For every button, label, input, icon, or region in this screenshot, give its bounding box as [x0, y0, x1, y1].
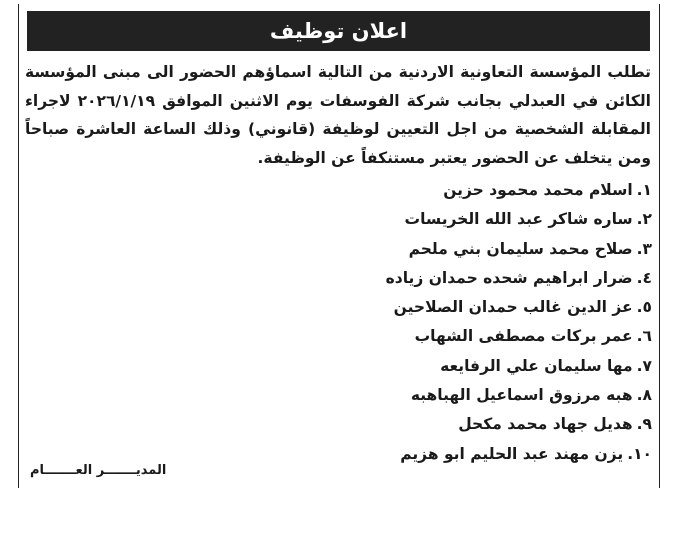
candidate-names-list	[232, 176, 652, 469]
list-item-number: ٣.	[636, 239, 652, 258]
list-item-number: ٩.	[636, 415, 652, 434]
candidate-name: ساره شاكر عبد الله الخريسات	[404, 210, 633, 229]
candidate-name: عمر بركات مصطفى الشهاب	[414, 327, 633, 346]
list-item	[232, 322, 652, 351]
list-item-number: ١.	[636, 181, 652, 199]
list-item-number: ١٠.	[627, 444, 652, 463]
candidate-name: عز الدين غالب حمدان الصلاحين	[393, 298, 633, 317]
list-item	[232, 205, 652, 234]
list-item-number: ٥.	[636, 298, 652, 317]
list-item	[232, 293, 652, 322]
list-item	[232, 176, 652, 205]
candidate-name: ضرار ابراهيم شحده حمدان زياده	[385, 268, 633, 287]
list-item-number: ٧.	[636, 356, 652, 375]
candidate-name: يزن مهند عبد الحليم ابو هزيم	[400, 444, 624, 463]
candidate-name: هبه مرزوق اسماعيل الهباهبه	[410, 386, 633, 405]
ad-header	[27, 11, 650, 51]
candidate-name: هديل جهاد محمد مكحل	[458, 415, 633, 434]
list-item	[232, 440, 652, 469]
candidate-name: اسلام محمد محمود حزين	[443, 181, 633, 199]
signature-title: المديـــــــر العـــــــام	[30, 463, 167, 478]
list-item-number: ٦.	[636, 327, 652, 346]
list-item	[232, 235, 652, 264]
ad-title: اعلان توظيف	[269, 19, 408, 43]
list-item-number: ٢.	[636, 210, 652, 229]
list-item-number: ٨.	[636, 386, 652, 405]
list-item-number: ٤.	[636, 268, 652, 287]
list-item	[232, 381, 652, 410]
list-item	[232, 410, 652, 439]
candidate-name: مها سليمان علي الرفايعه	[440, 356, 633, 375]
ad-body-text: تطلب المؤسسة التعاونية الاردنية من التالية اسماؤهم الحضور الى مبنى المؤسسة الكائن في العبدلي بجانب شركة الفوسفات يوم الاثنين الموافق ٢٠٢٦/١/١٩ لاجراء المقابلة الشخصية من اجل التعيين لوظيفة (قانوني) وذلك الساعة العاشرة صباحاً ومن يتخلف عن الحضور يعتبر مستنكفاً عن الوظيفة.	[25, 63, 651, 167]
list-item	[232, 352, 652, 381]
list-item	[232, 264, 652, 293]
candidate-name: صلاح محمد سليمان بني ملحم	[408, 239, 633, 258]
